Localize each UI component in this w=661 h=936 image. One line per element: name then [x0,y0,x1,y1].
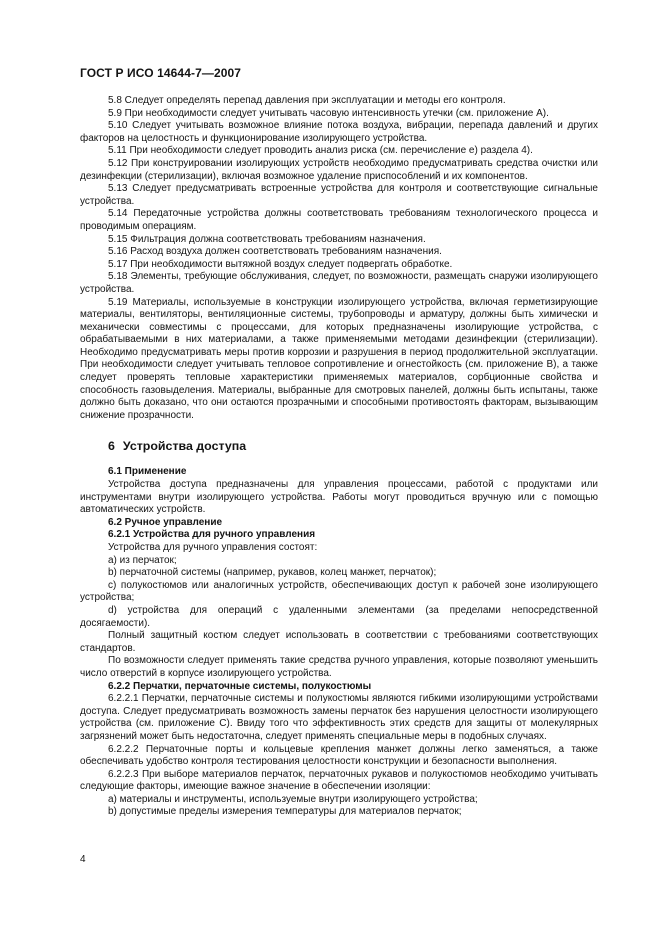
paragraph-6-2-2-2: 6.2.2.2 Перчаточные порты и кольцевые крепления манжет должны легко заменяться, а также обеспечивать удобство контроля тестирования целостности конструкции и безопасности выполнения. [80,743,598,768]
list-item: b) перчаточной системы (например, рукавов, колец манжет, перчаток); [108,567,437,579]
heading-6-2-1: 6.2.1 Устройства для ручного управления [108,529,316,541]
paragraph-5-11: 5.11 При необходимости следует проводить анализ риска (см. перечисление е) раздела 4). [108,145,533,157]
paragraph-5-9: 5.9 При необходимости следует учитывать часовую интенсивность утечки (см. приложение А). [108,107,549,119]
section-6-heading [108,439,598,453]
paragraph-6-1: Устройства доступа предназначены для управления процессами, работой с продуктами или инструментами внутри изолирующего устройства. Работы могут проводиться вручную или с помощью автоматических устройств. [80,479,598,516]
paragraph-protective-suit: Полный защитный костюм следует использовать в соответствии с требованиями соответствующих стандартов. [80,630,598,654]
heading-6-2: 6.2 Ручное управление [108,516,223,528]
paragraph-5-15: 5.15 Фильтрация должна соответствовать требованиям назначения. [108,233,426,245]
paragraph-openings: По возможности следует применять такие средства ручного управления, которые позволяют уменьшить число отверстий в корпусе изолирующего устройства. [80,655,598,679]
list-item: d) устройства для операций с удаленными элементами (за пределами непосредственной досягаемости). [80,604,598,629]
paragraph-5-12: 5.12 При конструировании изолирующих устройств необходимо предусматривать средства очистки или дезинфекции (стерилизации), включая возможное удаление приспособлений и их компонентов. [80,157,598,182]
paragraph-5-13: 5.13 Следует предусматривать встроенные устройства для контроля и соответствующие сигнальные устройства. [80,183,598,207]
heading-6-2-2: 6.2.2 Перчатки, перчаточные системы, полукостюмы [108,680,372,692]
list-item: a) из перчаток; [108,554,177,566]
paragraph-6-2-1-intro: Устройства для ручного управления состоят: [108,542,318,553]
page-body [80,95,598,819]
section-6-number: 6 [108,439,115,454]
paragraph-6-2-2-3: 6.2.2.3 При выборе материалов перчаток, перчаточных рукавов и полукостюмов необходимо учитывать следующие факторы, имеющие важное значение в обеспечении изоляции: [80,768,598,793]
paragraph-5-14: 5.14 Передаточные устройства должны соответствовать требованиям технологического процесса и проводимым операциям. [80,208,598,232]
paragraph-6-2-2-1: 6.2.2.1 Перчатки, перчаточные системы и полукостюмы являются гибкими изолирующими устройствами доступа. Следует предусматривать возможность замены перчаток без нарушения целостности изолирующего устройства (см. приложение С). Ввиду того что эффективность этих средств для защиты от молекулярных загрязнений может быть недостаточна, следует применять специальные меры в подобных случаях. [80,693,598,742]
document-header: ГОСТ Р ИСО 14644-7—2007 [80,66,242,80]
list-item: a) материалы и инструменты, используемые внутри изолирующего устройства; [108,793,478,805]
paragraph-5-17: 5.17 При необходимости вытяжной воздух следует подвергать обработке. [108,258,453,270]
paragraph-5-16: 5.16 Расход воздуха должен соответствовать требованиям назначения. [108,246,442,258]
heading-6-1: 6.1 Применение [108,466,187,478]
list-item: b) допустимые пределы измерения температуры для материалов перчаток; [108,806,462,818]
page-number: 4 [80,854,86,865]
paragraph-5-8: 5.8 Следует определять перепад давления при эксплуатации и методы его контроля. [108,95,506,106]
section-6-title: Устройства доступа [122,439,247,454]
paragraph-5-19: 5.19 Материалы, используемые в конструкции изолирующего устройства, включая герметизирующие материалы, вентиляторы, вентиляционные системы, трубопроводы и арматуру, должны быть химически и механически совместимы с процессами, для которых предназначены изолирующие устройства, с обрабатываемыми в них материалами, а также применяемыми методами дезинфекции (стерилизации). Необходимо предусматривать меры против коррозии и разрушения в период продолжительной эксплуатации. При необходимости следует учитывать тепловое сопротивление и огнестойкость (см. приложение В), а также следует проверять тепловые характеристики применяемых материалов, сорбционные свойства и способность газовыделения. Материалы, выбранные для смотровых панелей, должны быть испытаны, также должно быть доказано, что они остаются прозрачными и способными противостоять факторам, вызывающим снижение прозрачности. [80,296,598,421]
paragraph-5-18: 5.18 Элементы, требующие обслуживания, следует, по возможности, размещать снаружи изолирующего устройства. [80,271,598,295]
list-item: c) полукостюмов или аналогичных устройств, обеспечивающих доступ к рабочей зоне изолирующего устройства; [80,579,598,604]
paragraph-5-10: 5.10 Следует учитывать возможное влияние потока воздуха, вибрации, перепада давлений и других факторов на целостность и функционирование изолирующего устройства. [80,120,598,144]
